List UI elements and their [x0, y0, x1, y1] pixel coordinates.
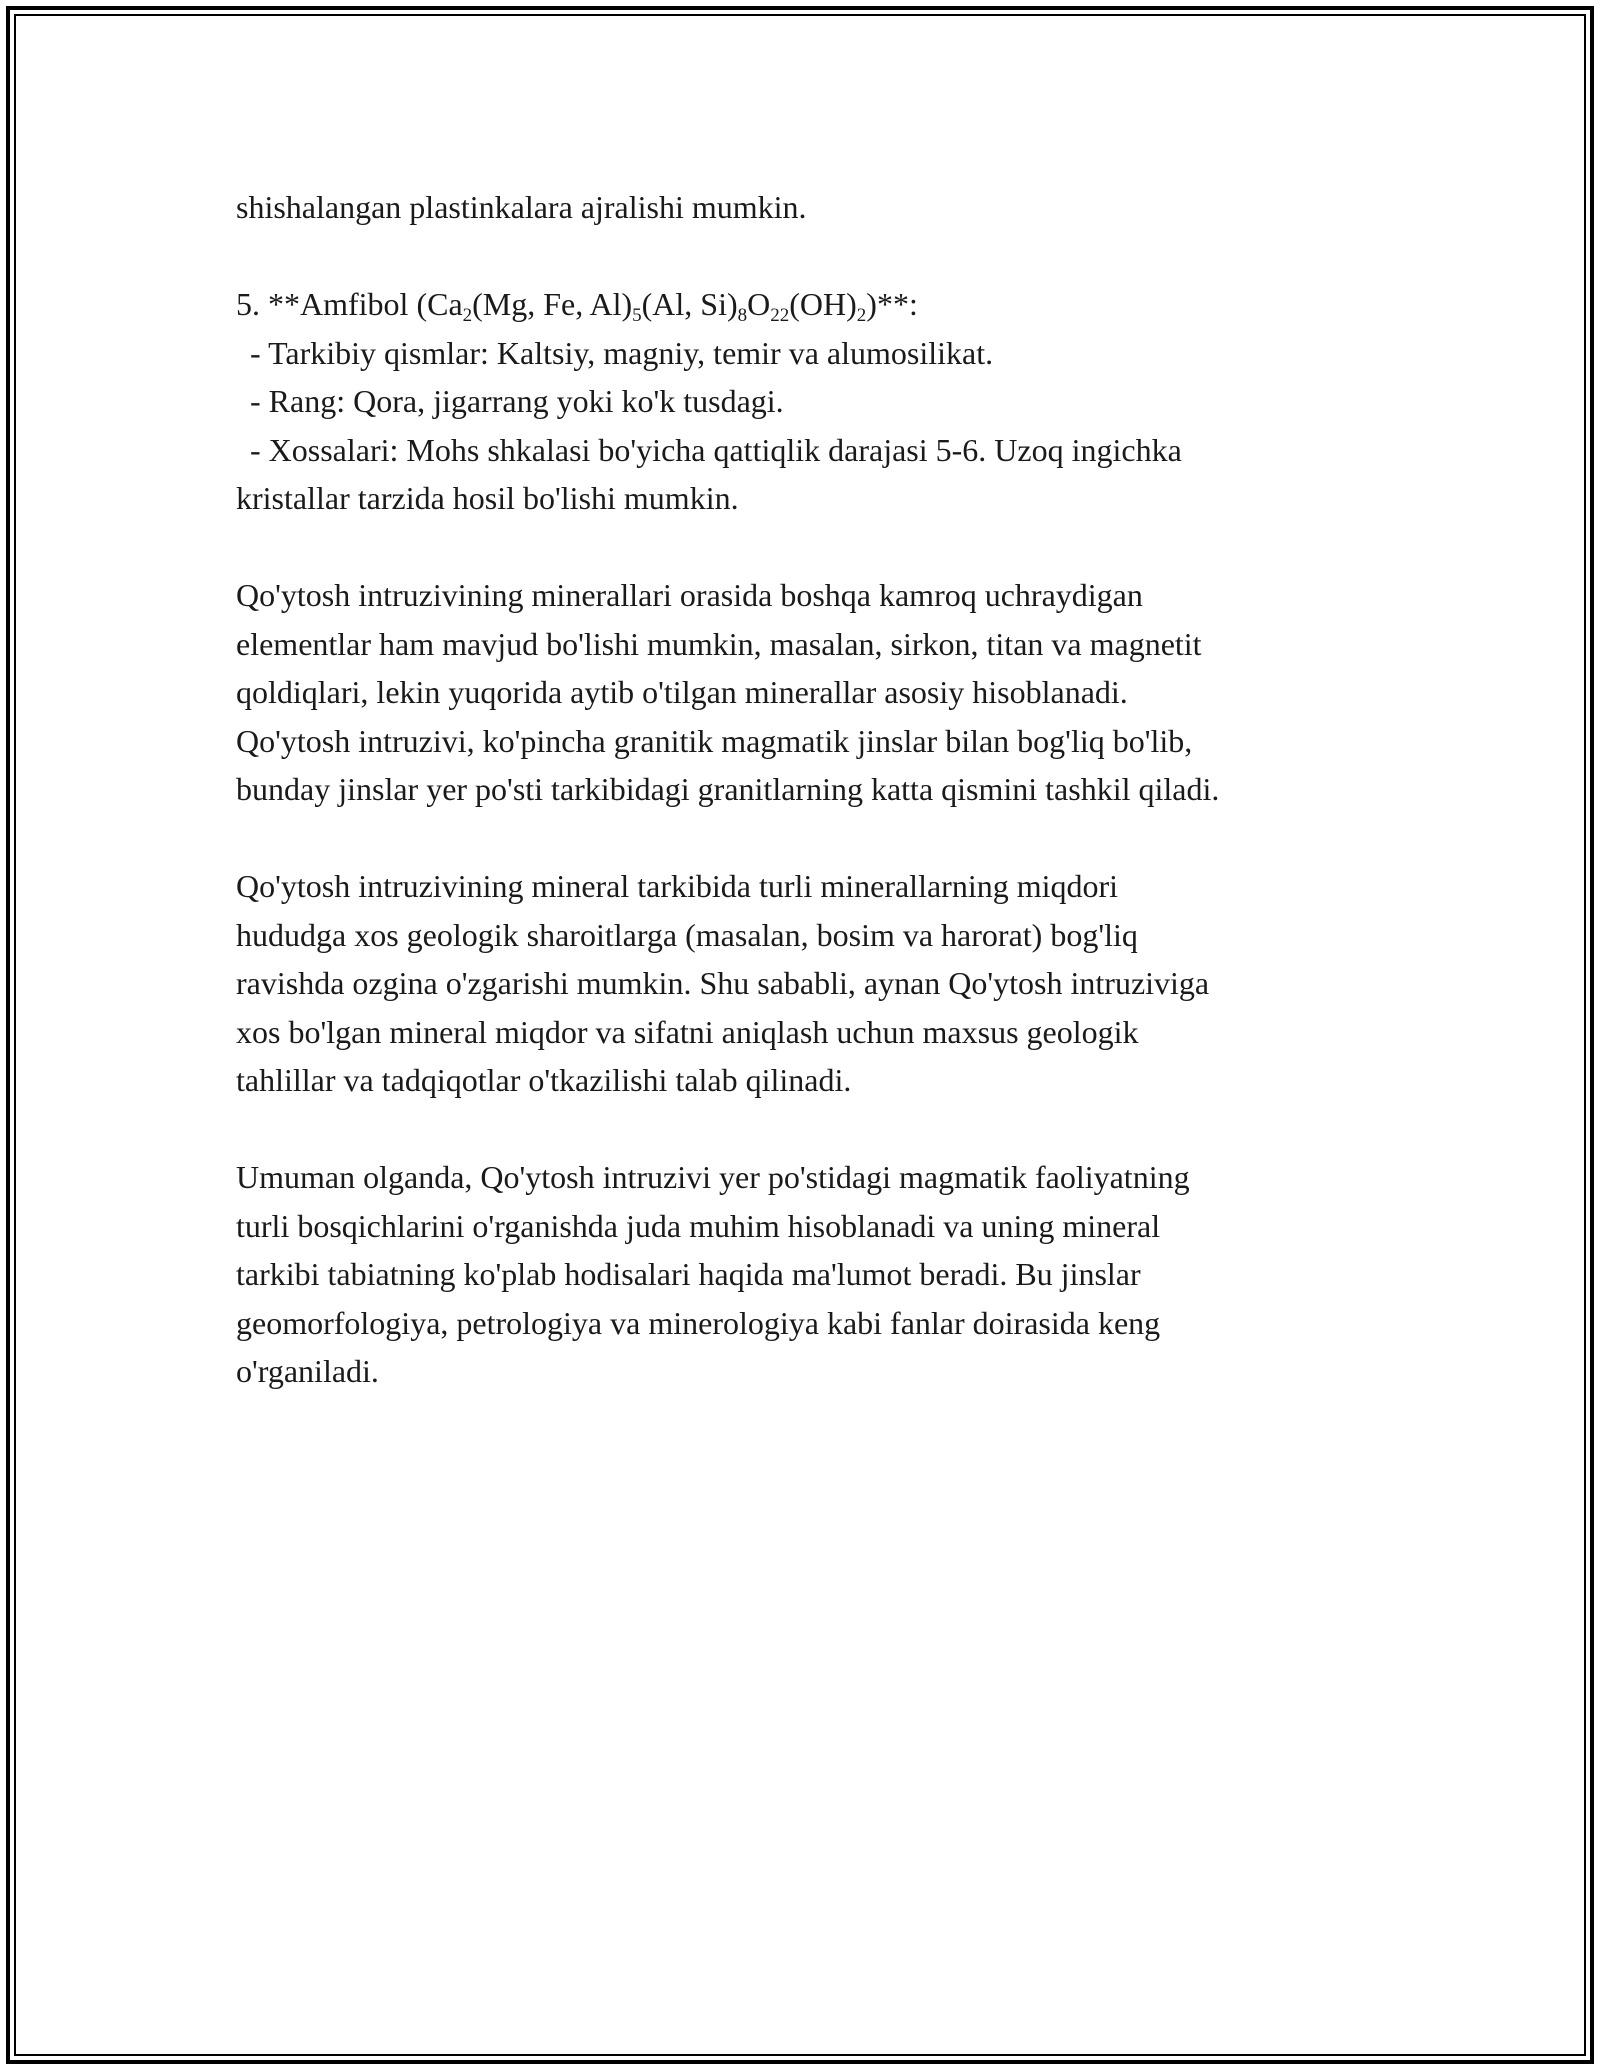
subscript-oh: 2 [856, 305, 867, 326]
continued-line: shishalangan plastinkalara ajralishi mumkin. [236, 189, 807, 225]
paragraph-line: turli bosqichlarini o'rganishda juda muhim hisoblanadi va uning mineral [236, 1207, 1161, 1244]
formula-mg-group: (Mg, Fe, Al) [472, 286, 633, 322]
formula-al-group: (Al, Si) [641, 286, 738, 322]
paragraph-line: xos bo'lgan mineral miqdor va sifatni aniqlash uchun maxsus geologik [236, 1013, 1139, 1050]
amfibol-tarkibiy-item: - Tarkibiy qismlar: Kaltsiy, magniy, temir va alumosilikat. [250, 334, 994, 371]
paragraph-minerals [236, 571, 1376, 814]
paragraph-line: bunday jinslar yer po'sti tarkibidagi granitlarning katta qismini tashkil qiladi. [236, 771, 1220, 807]
amfibol-xossalari-continuation: kristallar tarzida hosil bo'lishi mumkin. [236, 480, 739, 516]
subscript-si: 8 [737, 305, 748, 326]
subscript-mg: 5 [632, 305, 642, 326]
paragraph-gap [236, 1105, 1376, 1154]
document-body [236, 183, 1376, 1396]
formula-oh-group: (OH) [789, 286, 857, 322]
paragraph-line: Qo'ytosh intruzivining mineral tarkibida turli minerallarning miqdori [236, 868, 1119, 904]
paragraph-line: o'rganiladi. [236, 1353, 379, 1389]
paragraph-conclusion [236, 1153, 1376, 1396]
paragraph-composition [236, 862, 1376, 1105]
paragraph-line: hududga xos geologik sharoitlarga (masalan, bosim va harorat) bog'liq [236, 916, 1138, 953]
paragraph-line: elementlar ham mavjud bo'lishi mumkin, masalan, sirkon, titan va magnetit [236, 625, 1202, 662]
paragraph-line: tahlillar va tadqiqotlar o'tkazilishi talab qilinadi. [236, 1062, 852, 1098]
amfibol-heading-suffix: )**: [866, 286, 918, 322]
subscript-o: 22 [770, 305, 790, 326]
amfibol-rang-item: - Rang: Qora, jigarrang yoki ko'k tusdagi. [250, 383, 784, 419]
paragraph-gap [236, 523, 1376, 572]
paragraph-line: ravishda ozgina o'zgarishi mumkin. Shu sababli, aynan Qo'ytosh intruziviga [236, 965, 1210, 1001]
paragraph-line: geomorfologiya, petrologiya va minerologiya kabi fanlar doirasida keng [236, 1304, 1161, 1341]
paragraph-gap [236, 232, 1376, 281]
paragraph-line: Qo'ytosh intruzivining minerallari orasida boshqa kamroq uchraydigan [236, 577, 1143, 613]
amfibol-heading-prefix: 5. **Amfibol (Ca [236, 286, 463, 322]
paragraph-line: Qo'ytosh intruzivi, ko'pincha granitik magmatik jinslar bilan bog'liq bo'lib, [236, 722, 1193, 759]
subscript-ca: 2 [462, 305, 473, 326]
paragraph-line: tarkibi tabiatning ko'plab hodisalari haqida ma'lumot beradi. Bu jinslar [236, 1256, 1141, 1292]
paragraph-line: qoldiqlari, lekin yuqorida aytib o'tilgan minerallar asosiy hisoblanadi. [236, 674, 1128, 710]
amfibol-heading [236, 280, 1376, 329]
paragraph-gap [236, 814, 1376, 863]
paragraph-line: Umuman olganda, Qo'ytosh intruzivi yer po'stidagi magmatik faoliyatning [236, 1159, 1190, 1195]
amfibol-xossalari-item: - Xossalari: Mohs shkalasi bo'yicha qattiqlik darajasi 5-6. Uzoq ingichka [250, 431, 1182, 468]
formula-o: O [747, 286, 771, 322]
